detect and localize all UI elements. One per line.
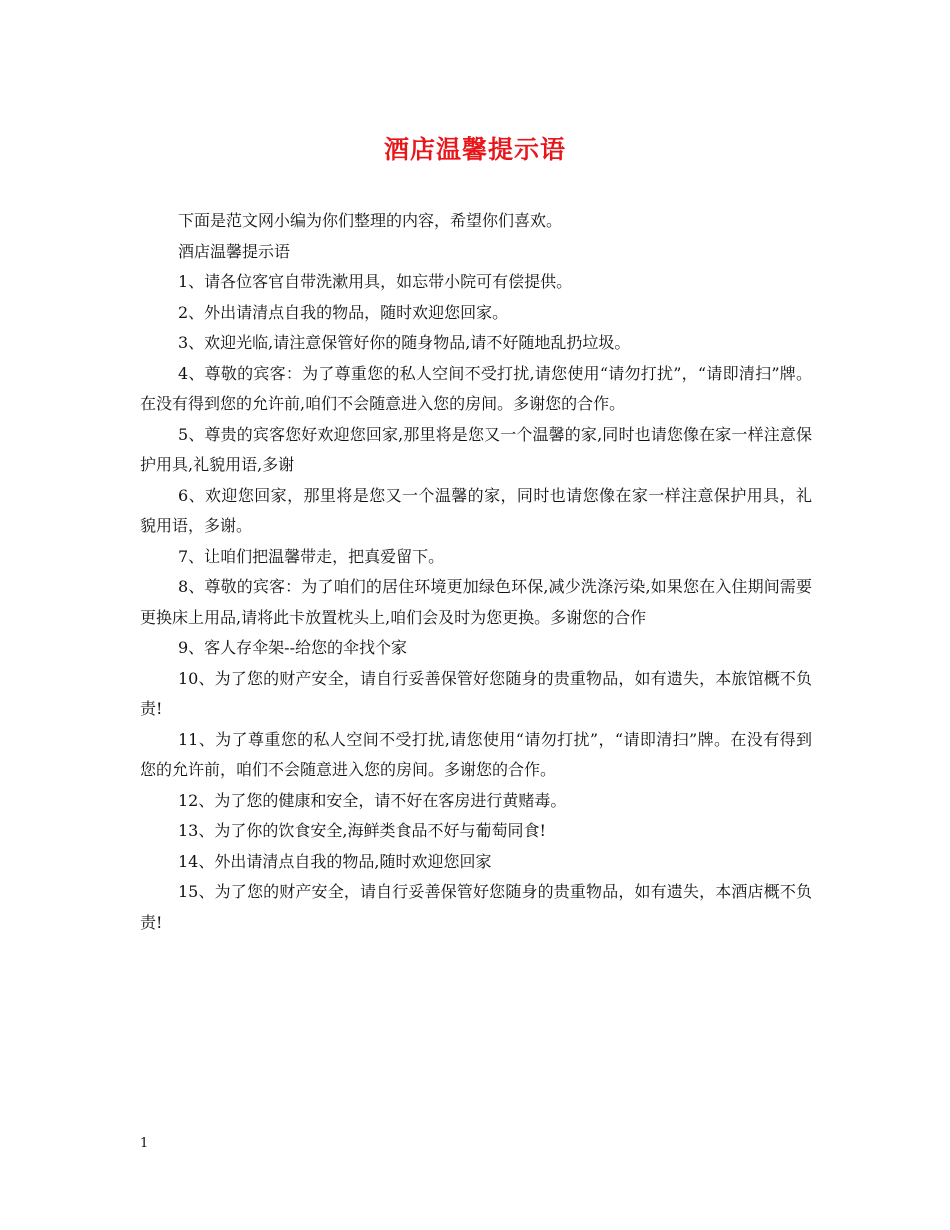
- paragraph: 12、为了您的健康和安全，请不好在客房进行黄赌毒。: [178, 790, 567, 810]
- paragraph: 7、让咱们把温馨带走，把真爱留下。: [178, 546, 445, 566]
- paragraph: 3、欢迎光临,请注意保管好你的随身物品,请不好随地乱扔垃圾。: [178, 333, 631, 352]
- paragraph: 15、为了您的财产安全，请自行妥善保管好您随身的贵重物品，如有遗失，本酒店概不负责!: [140, 882, 812, 932]
- paragraph: 9、客人存伞架--给您的伞找个家: [178, 638, 407, 657]
- paragraph: 5、尊贵的宾客您好欢迎您回家,那里将是您又一个温馨的家,同时也请您像在家一样注意保护用具,礼貌用语,多谢: [140, 424, 812, 474]
- document-title: 酒店温馨提示语: [383, 135, 566, 164]
- page-number: 1: [140, 1136, 149, 1151]
- paragraph: 2、外出请清点自我的物品，随时欢迎您回家。: [178, 302, 509, 322]
- paragraph: 下面是范文网小编为你们整理的内容，希望你们喜欢。: [178, 211, 563, 230]
- paragraph: 11、为了尊重您的私人空间不受打扰,请您使用“请勿打扰”，“请即清扫”牌。在没有得到您的允许前，咱们不会随意进入您的房间。多谢您的合作。: [140, 729, 812, 779]
- document-body: [140, 206, 812, 938]
- paragraph: 8、尊敬的宾客：为了咱们的居住环境更加绿色环保,减少洗涤污染,如果您在入住期间需要更换床上用品,请将此卡放置枕头上,咱们会及时为您更换。多谢您的合作: [140, 577, 812, 627]
- paragraph: 酒店温馨提示语: [178, 241, 291, 261]
- paragraph: 14、外出请清点自我的物品,随时欢迎您回家: [178, 851, 492, 871]
- paragraph: 4、尊敬的宾客：为了尊重您的私人空间不受打扰,请您使用“请勿打扰”，“请即清扫”牌。在没有得到您的允许前,咱们不会随意进入您的房间。多谢您的合作。: [140, 363, 812, 413]
- paragraph: 6、欢迎您回家，那里将是您又一个温馨的家，同时也请您像在家一样注意保护用具，礼貌用语，多谢。: [140, 485, 812, 535]
- paragraph: 13、为了你的饮食安全,海鲜类食品不好与葡萄同食!: [178, 821, 546, 840]
- paragraph: 10、为了您的财产安全，请自行妥善保管好您随身的贵重物品，如有遗失，本旅馆概不负责!: [140, 668, 812, 718]
- paragraph: 1、请各位客官自带洗漱用具，如忘带小院可有偿提供。: [178, 272, 573, 291]
